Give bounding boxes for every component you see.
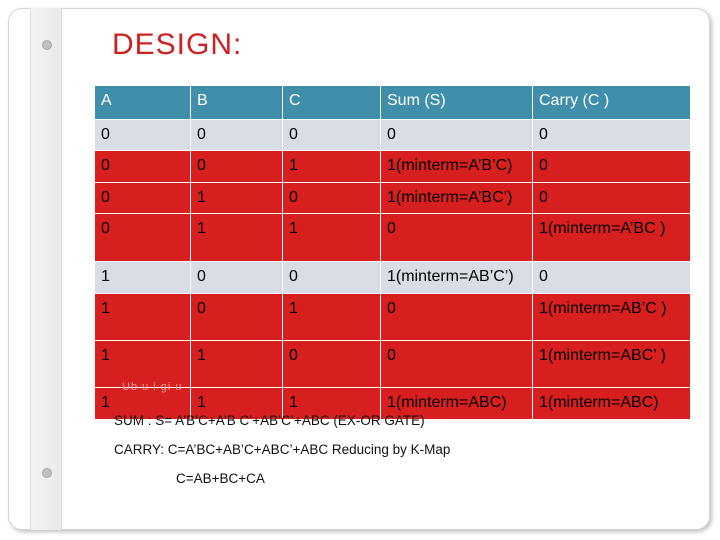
table-header-row xyxy=(95,86,691,120)
cell-b: 0 xyxy=(191,294,283,341)
bar-dot xyxy=(42,468,52,478)
cell-c: 1 xyxy=(283,151,381,183)
cell-c: 1 xyxy=(283,214,381,262)
cell-b: 0 xyxy=(191,151,283,183)
cell-b: 1 xyxy=(191,214,283,262)
cell-c: 1 xyxy=(283,294,381,341)
cell-sum: 0 xyxy=(381,214,533,262)
col-header-a: A xyxy=(95,86,191,120)
cell-c: 1 xyxy=(283,388,381,420)
col-header-carry: Carry (C ) xyxy=(533,86,691,120)
cell-carry: 0 xyxy=(533,120,691,151)
cell-c: 0 xyxy=(283,262,381,294)
cell-sum: 0 xyxy=(381,120,533,151)
cell-sum: 1(minterm=A’BC’) xyxy=(381,183,533,214)
table-row xyxy=(95,151,691,183)
cell-b: 0 xyxy=(191,120,283,151)
truth-table xyxy=(94,85,691,420)
col-header-b: B xyxy=(191,86,283,120)
cell-b: 1 xyxy=(191,183,283,214)
cell-carry: 0 xyxy=(533,262,691,294)
table-row xyxy=(95,120,691,151)
cell-carry: 0 xyxy=(533,151,691,183)
table-row xyxy=(95,214,691,262)
table-row xyxy=(95,294,691,341)
bar-dot xyxy=(42,40,52,50)
cell-a: 1 xyxy=(95,388,191,420)
table-row xyxy=(95,341,691,388)
cell-a: 1 xyxy=(95,294,191,341)
slide-left-bar xyxy=(30,8,62,530)
cell-b: 1 xyxy=(191,341,283,388)
cell-a: 0 xyxy=(95,183,191,214)
cell-sum: 1(minterm=AB’C’) xyxy=(381,262,533,294)
cell-a: 0 xyxy=(95,214,191,262)
cell-b: 0 xyxy=(191,262,283,294)
cell-sum: 1(minterm=ABC) xyxy=(381,388,533,420)
cell-carry: 1(minterm=AB’C ) xyxy=(533,294,691,341)
table-row xyxy=(95,183,691,214)
cell-carry: 1(minterm=ABC’ ) xyxy=(533,341,691,388)
cell-carry: 1(minterm=A’BC ) xyxy=(533,214,691,262)
cell-c: 0 xyxy=(283,341,381,388)
cell-c: 0 xyxy=(283,183,381,214)
carry-reduced: C=AB+BC+CA xyxy=(176,471,265,486)
sum-equation: SUM : S= A’B’C+A’B C’+AB’C’+ABC (EX-OR GATE) xyxy=(114,413,425,428)
cell-carry: 0 xyxy=(533,183,691,214)
overlapping-faint-text: Ub u l gi u xyxy=(122,381,183,393)
slide-title: DESIGN: xyxy=(112,28,243,61)
cell-c: 0 xyxy=(283,120,381,151)
cell-b: 1 xyxy=(191,388,283,420)
cell-a: 0 xyxy=(95,151,191,183)
col-header-c: C xyxy=(283,86,381,120)
cell-a: 0 xyxy=(95,120,191,151)
carry-equation: CARRY: C=A’BC+AB’C+ABC’+ABC Reducing by K-Map xyxy=(114,442,451,457)
cell-a: 1 xyxy=(95,341,191,388)
col-header-sum: Sum (S) xyxy=(381,86,533,120)
cell-sum: 0 xyxy=(381,341,533,388)
cell-a: 1 xyxy=(95,262,191,294)
cell-carry: 1(minterm=ABC) xyxy=(533,388,691,420)
cell-sum: 1(minterm=A’B’C) xyxy=(381,151,533,183)
cell-sum: 0 xyxy=(381,294,533,341)
table-row xyxy=(95,262,691,294)
